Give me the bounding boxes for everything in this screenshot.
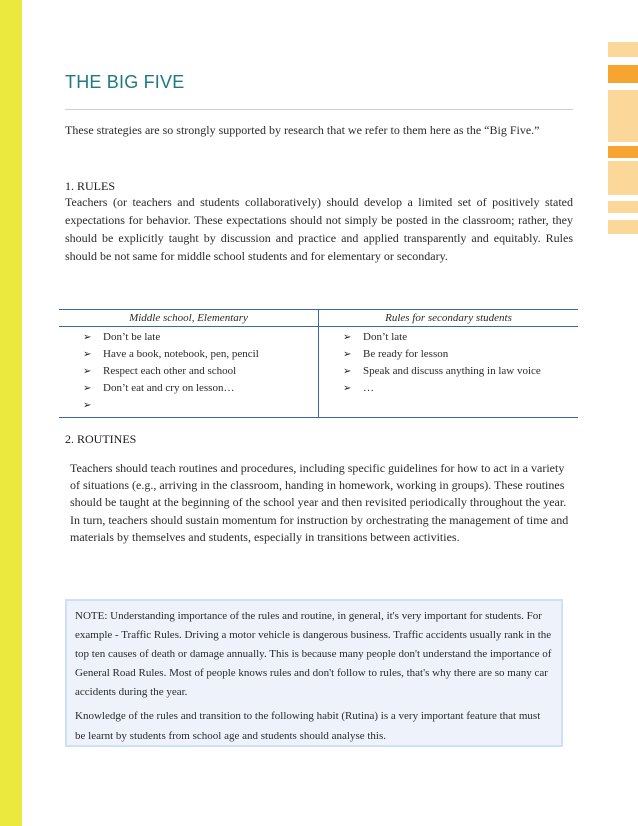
right-tab-2 xyxy=(608,65,638,83)
list-item: ➢ Don’t late xyxy=(343,329,578,346)
page-title: THE BIG FIVE xyxy=(65,72,185,92)
arrow-bullet-icon: ➢ xyxy=(343,383,352,394)
arrow-bullet-icon: ➢ xyxy=(83,366,92,377)
right-tab-1 xyxy=(608,42,638,57)
right-tab-7 xyxy=(608,220,638,234)
arrow-bullet-icon: ➢ xyxy=(83,349,92,360)
rules-paragraph: Teachers (or teachers and students collaboratively) should develop a limited set of positively stated expectations for behavior. These expectations should not simply be posted in the classroom; rather, they should be explicitly taught by discussion and practice and applied transparently and equitably. Rules should be not same for middle school students and for elementary or secondary. xyxy=(65,195,573,263)
routines-heading: 2. ROUTINES xyxy=(65,432,137,446)
left-accent-bar xyxy=(0,0,22,826)
arrow-bullet-icon: ➢ xyxy=(343,349,352,360)
list-item: ➢ Have a book, notebook, pen, pencil xyxy=(83,346,318,363)
note-box xyxy=(65,599,563,747)
list-item: ➢ Don’t be late xyxy=(83,329,318,346)
list-item: ➢ Speak and discuss anything in law voice xyxy=(343,363,578,380)
intro-paragraph: These strategies are so strongly supported by research that we refer to them here as the “Big Five.” xyxy=(65,123,540,137)
right-tab-6 xyxy=(608,201,638,213)
list-item: ➢ Respect each other and school xyxy=(83,363,318,380)
right-tab-5 xyxy=(608,161,638,195)
title-divider xyxy=(65,109,573,110)
middle-school-rules-cell xyxy=(59,327,319,418)
list-item: ➢ Be ready for lesson xyxy=(343,346,578,363)
arrow-bullet-icon: ➢ xyxy=(343,332,352,343)
list-item: ➢ … xyxy=(343,380,578,397)
table-header-middle-school: Middle school, Elementary xyxy=(59,310,319,327)
rules-table xyxy=(59,309,578,418)
arrow-bullet-icon: ➢ xyxy=(83,383,92,394)
list-item: ➢ Don’t eat and cry on lesson… xyxy=(83,380,318,397)
arrow-bullet-icon: ➢ xyxy=(83,332,92,343)
right-tab-3 xyxy=(608,90,638,142)
routines-paragraph: Teachers should teach routines and procedures, including specific guidelines for how to act in a variety of situations (e.g., arriving in the classroom, handing in homework, working in groups). These routines should be taught at the beginning of the school year and then revisited periodically throughout the year. In turn, teachers should sustain momentum for instruction by orchestrating the management of time and materials by themselves and students, especially in transitions between activities. xyxy=(70,461,569,544)
list-item xyxy=(83,397,318,414)
right-tab-4 xyxy=(608,146,638,158)
note-paragraph-1: NOTE: Understanding importance of the rules and routine, in general, it's very important for students. For example - Traffic Rules. Driving a motor vehicle is dangerous business. Traffic accidents usually rank in the top ten causes of death or damage annually. This is because many people don't understand the importance of General Road Rules. Most of people knows rules and don't follow to rules, that's why there are so many car accidents during the year. xyxy=(75,610,552,699)
arrow-bullet-icon: ➢ xyxy=(343,366,352,377)
note-paragraph-2: Knowledge of the rules and transition to the following habit (Rutina) is a very important feature that must be learnt by students from school age and students should analyse this. xyxy=(75,710,541,742)
secondary-rules-cell xyxy=(319,327,579,418)
arrow-bullet-icon: ➢ xyxy=(83,400,92,411)
table-header-secondary: Rules for secondary students xyxy=(319,310,579,327)
rules-heading: 1. RULES xyxy=(65,179,116,193)
